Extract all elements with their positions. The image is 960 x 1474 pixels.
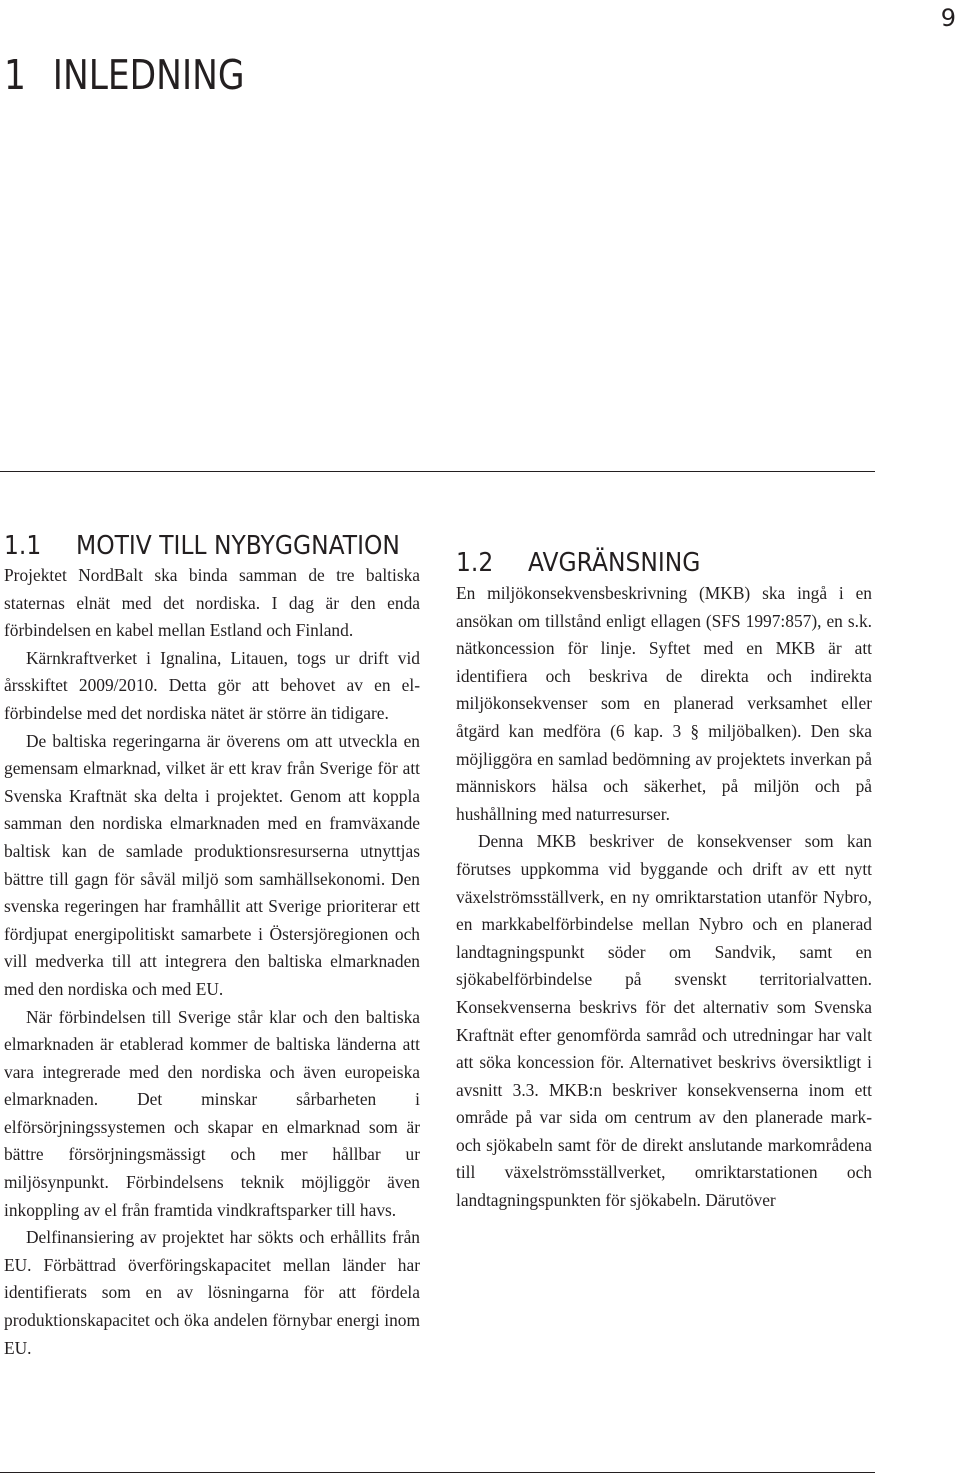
paragraph: Projektet NordBalt ska binda samman de tre baltiska staternas elnät med det nordiska. I dag är den enda förbindelsen en kabel mellan Estland och Finland. [4,565,420,641]
section-title: AVGRÄNSNING [528,548,701,578]
paragraph: De baltiska regeringarna är överens om att utveckla en gemensam elmarknad, vilket är ett krav från Sverige för att Svenska Kraftnät ska delta i projektet. Genom att koppla samman den nordiska elmarknaden med en framväxande baltisk kan de samlade produktionsresurserna utnyttjas bättre till gagn för såväl miljö som samhällsekonomi. Den svenska regeringen har framhållit att Sverige prioriterar ett fördjupat energipolitiskt samarbete i Östersjöregionen och vill medverka till att integrera den baltiska elmarknaden med den nordiska och med EU. [4,730,420,999]
chapter-title: INLEDNING [52,51,245,99]
paragraph: Delfinansiering av projektet har sökts och erhållits från EU. Förbättrad överföringskapacitet mellan länder har identifierats som en av lösningarna för att fördela produktionskapacitet och öka andelen förnybar energi inom EU. [4,1227,420,1358]
chapter-number: 1 [4,51,26,99]
bottom-rule [0,1472,875,1473]
top-rule [0,471,875,472]
chapter-heading [4,46,245,104]
section-number: 1.1 [4,531,42,561]
section-number: 1.2 [456,548,494,578]
section-heading-1-2 [456,548,830,579]
page-number: 9 [940,4,956,32]
paragraph: När förbindelsen till Sverige står klar och den baltiska elmarknaden är etablerad kommer de baltiska länderna att vara integrerade med den nordiska och även europeiska elmarknaden. Det minskar sårbarheten i elförsörjningssystemen och skapar en elmarknad som är bättre försörjningsmässigt och mer hållbar ur miljösynpunkt. Förbindelsens teknik möjliggör även inkoppling av el från framtida vindkraftsparker till havs. [4,1006,420,1220]
left-column [4,531,420,1362]
paragraph: Kärnkraftverket i Ignalina, Litauen, togs ur drift vid årsskiftet 2009/2010. Detta gör att behovet av en el-förbindelse med det nordiska nätet är större än tidigare. [4,647,420,723]
paragraph: En miljökonsekvensbeskrivning (MKB) ska ingå i en ansökan om tillstånd enligt ellagen (SFS 1997:857), en s.k. nätkoncession för linje. Syftet med en MKB är att identifiera och beskriva de direkta och indirekta miljökonsekvenser som en planerad verksamhet eller åtgärd kan medföra (6 kap. 3 § miljöbalken). Den ska möjliggöra en samlad bedömning av projektets inverkan på människors hälsa och säkerhet, på miljön och på hushållning med naturresurser. [456,583,872,824]
right-column [456,531,872,1215]
paragraph: Denna MKB beskriver de konsekvenser som kan förutses uppkomma vid byggande och drift av ett nytt växelströmsställverk, en ny omriktarstation utanför Nybro, en markkabelförbindelse mellan Nybro och en planerad landtagningspunkt söder om Sandvik, samt en sjökabelförbindelse på svenskt territorialvatten. Konsekvenserna beskrivs för det alternativ som Svenska Kraftnät efter genomförda samråd och utredningar har valt att söka koncession för. Alternativet beskrivs översiktligt i avsnitt 3.3. MKB:n beskriver konsekvenserna inom ett område på var sida om centrum av den planerade mark- och sjökabeln samt för de direkt anslutande markområdena till växelströmsställverket, omriktarstationen och landtagningspunkten för sjökabeln. Därutöver [456,831,872,1211]
section-title: MOTIV TILL NYBYGGNATION [76,531,400,561]
section-heading-1-1 [4,531,400,562]
